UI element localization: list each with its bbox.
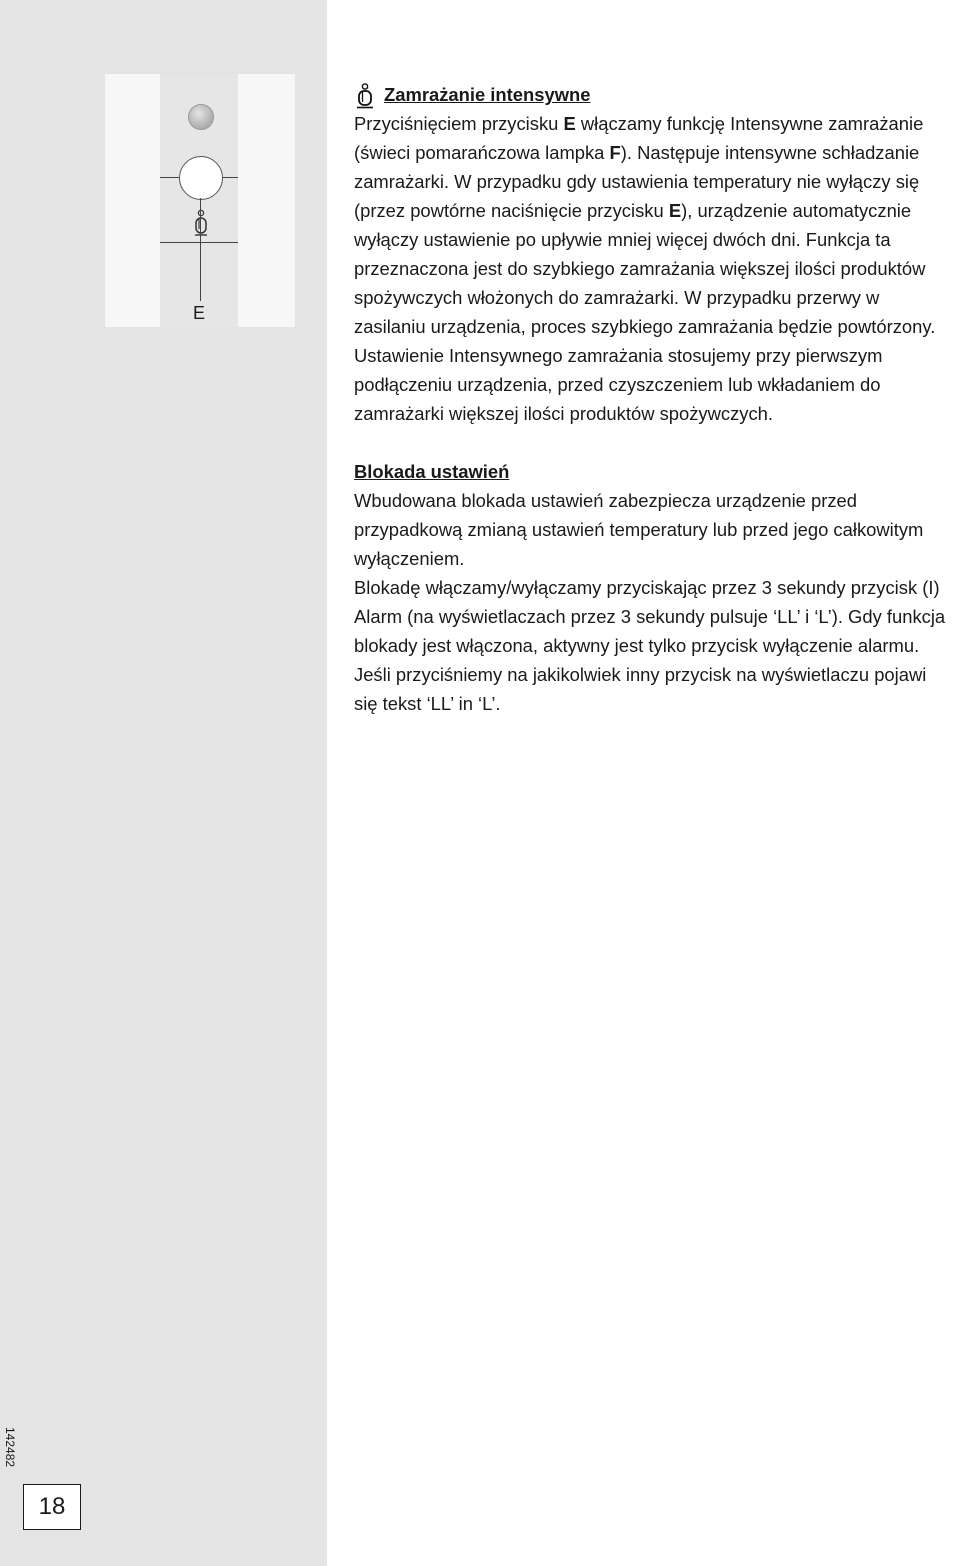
section-heading <box>354 80 950 109</box>
paragraph: Przyciśnięciem przycisku E włączamy funkcję Intensywne zamrażanie (świeci pomarańczowa lampka F). Następuje intensywne schładzanie zamrażarki. W przypadku gdy ustawienia temperatury nie wyłączy się (przez powtórne naciśnięcie przycisku E), urządzenie automatycznie wyłączy ustawienie po upływie mniej więcej dwóch dni. Funkcja ta przeznaczona jest do szybkiego zamrażania większej ilości produktów spożywczych włożonych do zamrażarki. W przypadku przerwy w zasilaniu urządzenia, proces szybkiego zamrażania będzie powtórzony. <box>354 113 936 337</box>
intensive-freeze-icon <box>354 83 376 109</box>
guide-line <box>160 242 238 243</box>
button-label-e: E <box>193 303 206 323</box>
paragraph: Wbudowana blokada ustawień zabezpiecza urządzenie przed przypadkową zmianą ustawień temperatury lub przed jego całkowitym wyłączeniem. <box>354 490 924 569</box>
paragraph: Ustawienie Intensywnego zamrażania stosujemy przy pierwszym podłączeniu urządzenia, przed czyszczeniem lub wkładaniem do zamrażarki większej ilości produktów spożywczych. <box>354 345 883 424</box>
section-title-settings-lock: Blokada ustawień <box>354 461 510 482</box>
section-title-intensive-freezing: Zamrażanie intensywne <box>384 84 591 105</box>
paragraph: Blokadę włączamy/wyłączamy przyciskając przez 3 sekundy przycisk (I) Alarm (na wyświetlaczach przez 3 sekundy pulsuje ‘LL’ i ‘L’). Gdy funkcja blokady jest włączona, aktywny jest tylko przycisk wyłączenie alarmu. Jeśli przyciśniemy na jakikolwiek inny przycisk na wyświetlaczu pojawi się tekst ‘LL’ in ‘L’. <box>354 577 946 714</box>
document-code: 142482 <box>3 1427 17 1468</box>
intensive-freeze-button[interactable] <box>179 156 223 200</box>
section-heading <box>354 457 950 486</box>
indicator-lamp <box>188 104 214 130</box>
intensive-freeze-icon <box>192 209 210 237</box>
page-number: 18 <box>23 1484 81 1530</box>
callout-line <box>200 198 201 301</box>
main-content <box>354 80 950 718</box>
